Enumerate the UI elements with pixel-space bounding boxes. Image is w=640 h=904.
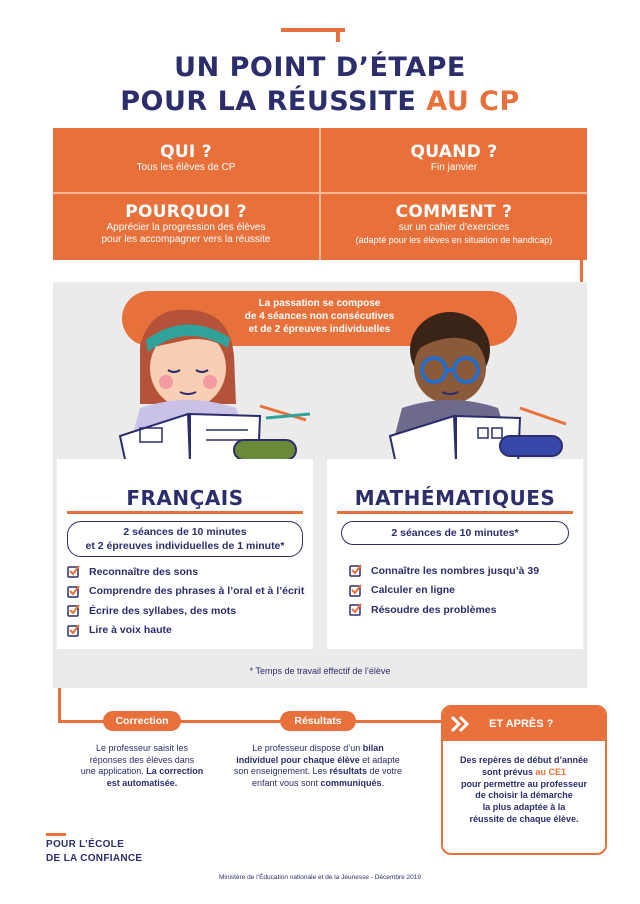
francais-session-box: 2 séances de 10 minutes et 2 épreuves individuelles de 1 minute* (67, 521, 303, 557)
et-apres-text: Des repères de début d’année sont prévus au CE1 pour permettre au professeur de choisir la démarche la plus adaptée à la réussite de chaque élève. (459, 755, 589, 824)
connector-bottom-h (58, 720, 106, 723)
grid-divider-h (53, 192, 587, 194)
checkbox-icon (349, 584, 362, 597)
connector-mid-h (180, 720, 280, 723)
girl-reading-illustration (110, 296, 320, 466)
grid-divider-v (319, 128, 321, 260)
maths-card (327, 459, 583, 649)
page-title-line2: POUR LA RÉUSSITE AU CP (120, 86, 520, 117)
grid-qui: QUI ? Tous les élèves de CP (136, 142, 236, 173)
maths-heading: MATHÉMATIQUES (354, 486, 556, 510)
connector-mid-h2 (356, 720, 442, 723)
et-apres-heading: ET APRÈS ? (489, 718, 554, 730)
checkbox-icon (349, 564, 362, 577)
logo-accent-bar (46, 833, 66, 836)
checkbox-icon (67, 604, 80, 617)
francais-underline (67, 511, 303, 514)
et-apres-box (441, 705, 607, 855)
grid-comment: COMMENT ? sur un cahier d’exercices (adapté pour les élèves en situation de handicap) (355, 202, 553, 245)
list-item: Lire à voix haute (67, 621, 304, 641)
checkbox-icon (67, 585, 80, 598)
francais-heading: FRANÇAIS (126, 486, 244, 510)
maths-session-box: 2 séances de 10 minutes* (341, 521, 569, 545)
list-item: Écrire des syllabes, des mots (67, 601, 304, 621)
checkbox-icon (67, 624, 80, 637)
double-chevron-icon (451, 716, 471, 732)
correction-text: Le professeur saisit les réponses des élèves dans une application. La correction est automatisée. (80, 743, 204, 788)
resultats-text: Le professeur dispose d’un bilan individuel pour chaque élève et adapte son enseignement. Les résultats de votre enfant vous sont communiqués. (233, 743, 403, 788)
maths-skills-list (349, 561, 539, 620)
footer-credit: Ministère de l’Éducation nationale et de la Jeunesse - Décembre 2019 (219, 874, 421, 881)
grid-quand: QUAND ? Fin janvier (410, 142, 498, 173)
title-connector (336, 28, 340, 42)
list-item: Connaître les nombres jusqu’à 39 (349, 561, 539, 581)
list-item: Résoudre des problèmes (349, 600, 539, 620)
page-title-line1: UN POINT D’ÉTAPE (174, 52, 466, 83)
boy-reading-illustration (370, 296, 570, 466)
checkbox-icon (67, 565, 80, 578)
resultats-label: Résultats (280, 711, 356, 731)
ecole-confiance-logo: POUR L’ÉCOLE DE LA CONFIANCE (46, 833, 142, 866)
list-item: Comprendre des phrases à l’oral et à l’écrit (67, 582, 304, 602)
correction-label: Correction (103, 711, 181, 731)
footnote: * Temps de travail effectif de l’élève (249, 666, 391, 676)
passation-pill: La passation se compose de 4 séances non consécutives et de 2 épreuves individuelles (122, 291, 517, 346)
francais-skills-list (67, 562, 304, 640)
francais-card (57, 459, 313, 649)
connector-bottom (58, 688, 61, 722)
et-apres-header (443, 707, 605, 741)
list-item: Reconnaître des sons (67, 562, 304, 582)
grid-pourquoi: POURQUOI ? Apprécier la progression des élèves pour les accompagner vers la réussite (101, 202, 271, 245)
maths-underline (337, 511, 573, 514)
list-item: Calculer en ligne (349, 581, 539, 601)
checkbox-icon (349, 603, 362, 616)
